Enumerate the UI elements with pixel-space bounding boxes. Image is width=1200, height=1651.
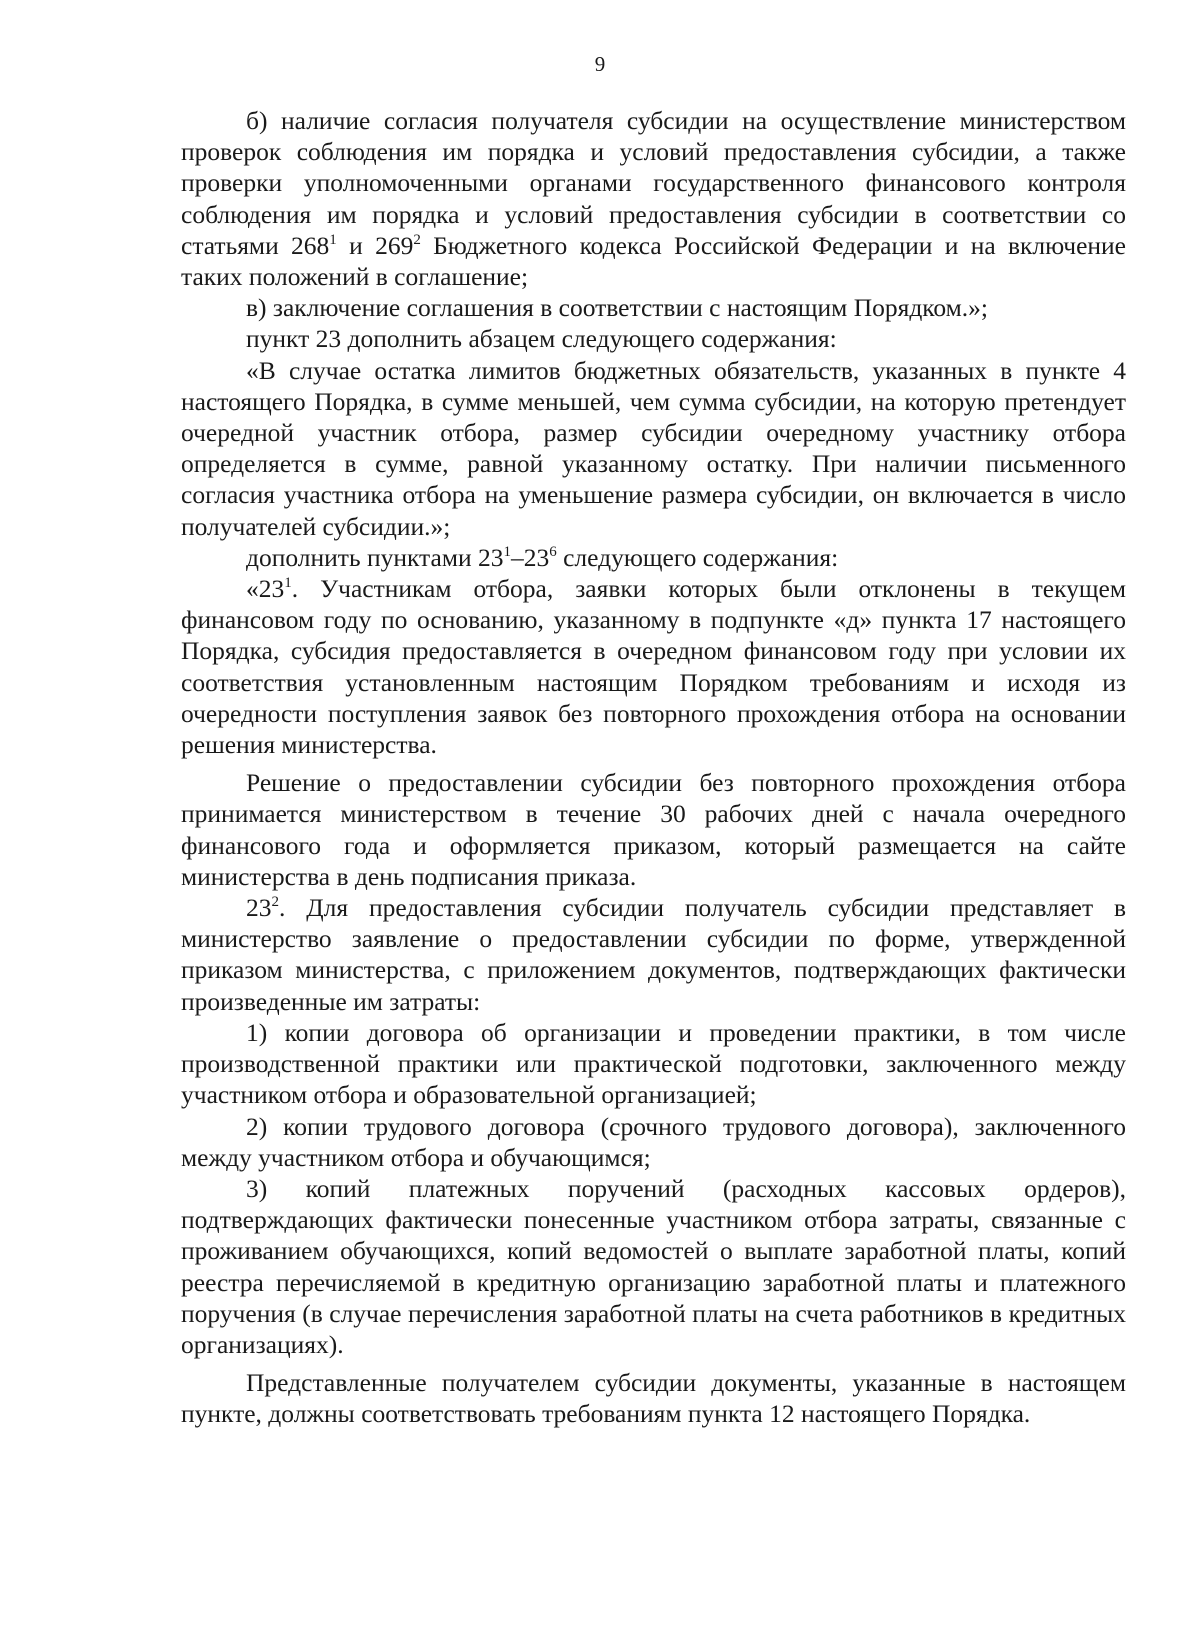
paragraph-text: . Участникам отбора, заявки которых были отклонены в текущем финансовом году по основанию, указанному в подпункте «д» пункта 17 настоящего Порядка, субсидия предоставляется в очередном финансовом году при условии их соответствия установленным настоящим Порядком требованиям и исходя из очередности поступления заявок без повторного прохождения отбора на основании решения министерства. bbox=[181, 574, 1126, 760]
paragraph-item-23-1 bbox=[181, 573, 1126, 760]
superscript: 2 bbox=[271, 894, 279, 911]
list-item-3: 3) копий платежных поручений (расходных кассовых ордеров), подтверждающих фактически понесенные участником отбора затраты, связанные с проживанием обучающихся, копий ведомостей о выплате заработной платы, копий реестра перечисляемой в кредитную организацию заработной платы и платежного поручения (в случае перечисления заработной платы на счета работников в кредитных организациях). bbox=[181, 1173, 1126, 1359]
paragraph-text: б) наличие согласия получателя субсидии на осуществление министерством проверок соблюдения им порядка и условий предоставления субсидии, а также проверки уполномоченными органами государственного финансового контроля соблюдения им порядка и условий предоставления субсидии в соответствии со статьями 268 bbox=[181, 106, 1126, 260]
superscript: 2 bbox=[413, 231, 421, 248]
paragraph-text: . Для предоставления субсидии получатель субсидии представляет в министерство заявление о предоставлении субсидии по форме, утвержденной приказом министерства, с приложением документов, подтверждающих фактически произведенные им затраты: bbox=[181, 893, 1126, 1016]
paragraph-agreement: в) заключение соглашения в соответствии с настоящим Порядком.»; bbox=[246, 293, 989, 323]
page-number: 9 bbox=[594, 52, 606, 76]
paragraph-budget-limits: «В случае остатка лимитов бюджетных обязательств, указанных в пункте 4 настоящего Порядка, в сумме меньшей, чем сумма субсидии, на которую претендует очередной участник отбора, размер субсидии очередному участнику отбора определяется в сумме, равной указанному остатку. При наличии письменного согласия участника отбора на уменьшение размера субсидии, он включается в число получателей субсидии.»; bbox=[181, 355, 1126, 541]
paragraph-item-23-intro: пункт 23 дополнить абзацем следующего содержания: bbox=[246, 324, 837, 354]
list-item-2: 2) копии трудового договора (срочного трудового договора), заключенного между участником отбора и обучающимся; bbox=[181, 1111, 1126, 1172]
superscript: 1 bbox=[503, 543, 511, 560]
document-body bbox=[181, 105, 1126, 1430]
superscript: 1 bbox=[284, 575, 292, 592]
paragraph-text: «23 bbox=[246, 574, 285, 604]
paragraph-text: 23 bbox=[246, 893, 272, 923]
paragraph-text: и 269 bbox=[336, 230, 414, 260]
paragraph-text: Бюджетного кодекса Российской Федерации и на включение таких положений в соглашение; bbox=[181, 230, 1126, 292]
superscript: 1 bbox=[329, 231, 337, 248]
paragraph-item-23-2 bbox=[181, 892, 1126, 1017]
superscript: 6 bbox=[549, 543, 557, 560]
paragraph-text: –23 bbox=[510, 542, 550, 572]
paragraph-consent-checks bbox=[181, 105, 1126, 292]
paragraph-add-items-intro bbox=[181, 542, 1126, 573]
paragraph-documents-requirements: Представленные получателем субсидии документы, указанные в настоящем пункте, должны соответствовать требованиям пункта 12 настоящего Порядка. bbox=[181, 1368, 1126, 1429]
paragraph-text: дополнить пунктами 23 bbox=[246, 542, 504, 572]
paragraph-text: следующего содержания: bbox=[556, 542, 839, 572]
paragraph-decision: Решение о предоставлении субсидии без повторного прохождения отбора принимается министерством в течение 30 рабочих дней с начала очередного финансового года и оформляется приказом, который размещается на сайте министерства в день подписания приказа. bbox=[181, 768, 1126, 891]
list-item-1: 1) копии договора об организации и проведении практики, в том числе производственной практики или практической подготовки, заключенного между участником отбора и образовательной организацией; bbox=[181, 1017, 1126, 1110]
